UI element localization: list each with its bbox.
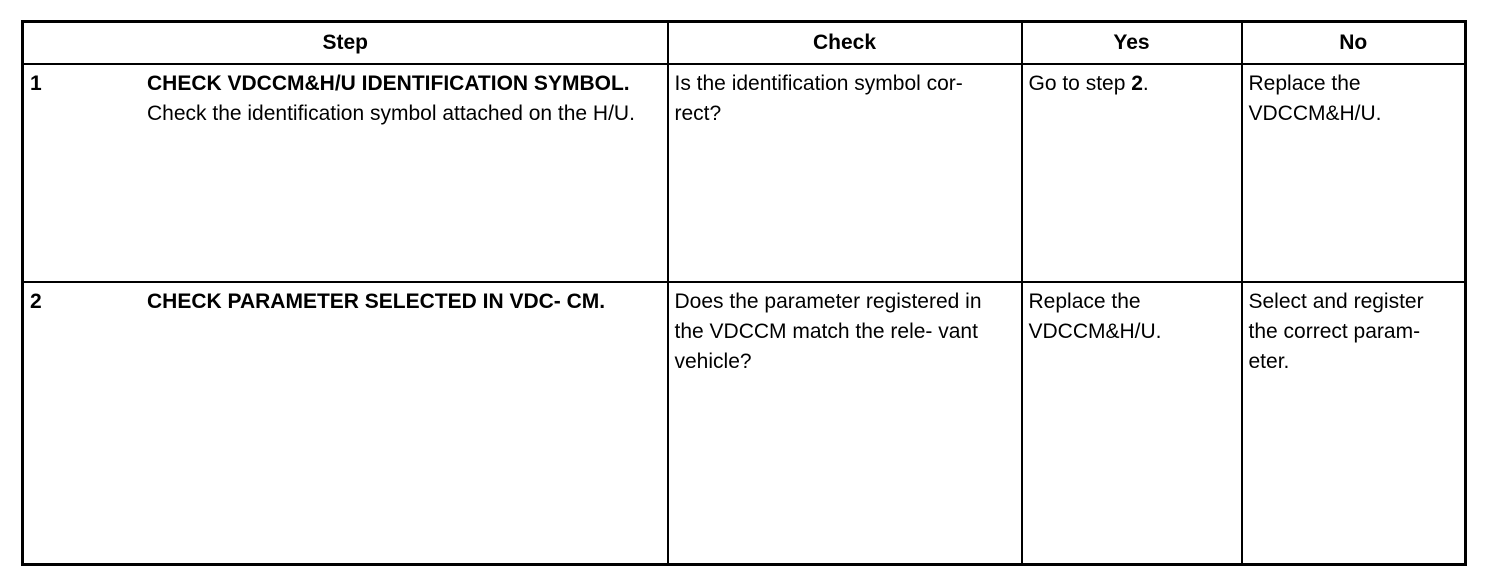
- header-row: [23, 22, 1466, 65]
- yes-step-link: 2: [1131, 72, 1143, 95]
- step-number: 2: [30, 290, 42, 313]
- diagnostic-table: [21, 20, 1467, 566]
- table-row: [23, 282, 1466, 565]
- no-cell: [1242, 282, 1466, 565]
- check-cell: [668, 282, 1022, 565]
- header-check: Check: [668, 22, 1022, 65]
- yes-text: Replace the VDCCM&H/U.: [1028, 290, 1162, 343]
- check-cell: [668, 64, 1022, 282]
- no-text: Select and register the correct param- eter.: [1248, 290, 1424, 373]
- step-title: CHECK PARAMETER SELECTED IN VDC- CM.: [147, 290, 606, 313]
- no-cell: [1242, 64, 1466, 282]
- step-cell: [23, 64, 668, 282]
- check-text: Does the parameter registered in the VDCCM match the rele- vant vehicle?: [674, 290, 982, 373]
- step-detail: Check the identification symbol attached on the H/U.: [147, 102, 635, 125]
- header-yes: Yes: [1022, 22, 1242, 65]
- yes-cell: [1022, 64, 1242, 282]
- header-no: No: [1242, 22, 1466, 65]
- check-text: Is the identification symbol cor- rect?: [674, 72, 963, 125]
- table-row: [23, 64, 1466, 282]
- yes-text: [1023, 65, 1241, 99]
- no-text: Replace the VDCCM&H/U.: [1248, 72, 1382, 125]
- yes-suffix: .: [1142, 72, 1149, 95]
- header-step: Step: [23, 22, 668, 65]
- step-number: 1: [30, 72, 42, 95]
- yes-prefix: Go to step: [1028, 72, 1132, 95]
- step-title: CHECK VDCCM&H/U IDENTIFICATION SYMBOL.: [147, 72, 630, 95]
- step-cell: [23, 282, 668, 565]
- yes-cell: [1022, 282, 1242, 565]
